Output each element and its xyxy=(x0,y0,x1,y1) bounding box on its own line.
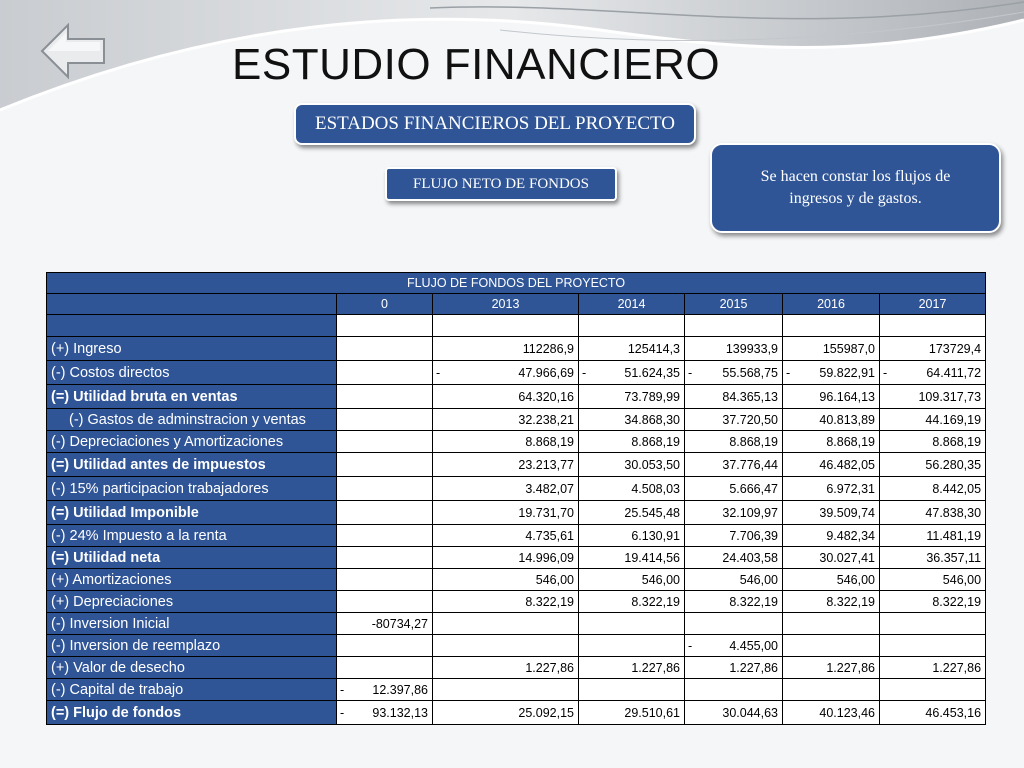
value-cell xyxy=(783,679,880,701)
value-cell xyxy=(433,431,579,453)
cell-value: 1.227,86 xyxy=(729,660,778,675)
info-note: Se hacen constar los flujos de ingresos y de gastos. xyxy=(710,143,1001,233)
value-cell xyxy=(685,591,783,613)
cell-value: 23.213,77 xyxy=(518,457,574,472)
cell-value: 30.044,63 xyxy=(722,705,778,720)
value-cell xyxy=(783,613,880,635)
cell-value: 25.545,48 xyxy=(624,505,680,520)
year-header: 2013 xyxy=(433,294,579,315)
value-cell xyxy=(685,385,783,409)
year-header: 2016 xyxy=(783,294,880,315)
value-cell xyxy=(685,547,783,569)
table-row xyxy=(47,569,986,591)
value-cell xyxy=(433,613,579,635)
value-cell xyxy=(880,591,986,613)
table-row xyxy=(47,525,986,547)
value-cell xyxy=(433,337,579,361)
value-cell xyxy=(880,477,986,501)
cell-value: 14.996,09 xyxy=(518,550,574,565)
value-cell xyxy=(880,657,986,679)
cell-value: 93.132,13 xyxy=(372,705,428,720)
value-cell xyxy=(337,501,433,525)
cell-value: 139933,9 xyxy=(725,341,778,356)
value-cell xyxy=(579,431,685,453)
cell-value: 47.838,30 xyxy=(925,505,982,520)
table-row xyxy=(47,679,986,701)
value-cell xyxy=(337,547,433,569)
back-arrow-button[interactable] xyxy=(38,22,108,80)
table-title: FLUJO DE FONDOS DEL PROYECTO xyxy=(47,273,986,294)
value-cell xyxy=(579,635,685,657)
value-cell xyxy=(433,361,579,385)
spacer-row xyxy=(47,315,986,337)
cell-value: 1.227,86 xyxy=(826,660,875,675)
row-label: (=) Flujo de fondos xyxy=(47,701,337,725)
cell-value: 546,00 xyxy=(836,572,875,587)
cash-flow-table xyxy=(46,272,986,725)
value-cell xyxy=(685,337,783,361)
value-cell xyxy=(433,657,579,679)
value-cell xyxy=(433,409,579,431)
value-cell xyxy=(433,385,579,409)
value-cell xyxy=(433,679,579,701)
value-cell xyxy=(337,679,433,701)
value-cell xyxy=(880,453,986,477)
value-cell xyxy=(685,453,783,477)
value-cell xyxy=(337,361,433,385)
value-cell xyxy=(433,547,579,569)
spacer-cell xyxy=(880,315,986,337)
value-cell xyxy=(783,385,880,409)
value-cell xyxy=(685,701,783,725)
value-cell xyxy=(783,547,880,569)
minus-sign: - xyxy=(883,365,888,380)
cell-value: 1.227,86 xyxy=(932,660,982,675)
value-cell xyxy=(579,657,685,679)
value-cell xyxy=(783,701,880,725)
minus-sign: - xyxy=(786,365,791,380)
value-cell xyxy=(433,501,579,525)
value-cell xyxy=(337,657,433,679)
cell-value: 56.280,35 xyxy=(925,457,982,472)
value-cell xyxy=(783,477,880,501)
value-cell xyxy=(685,679,783,701)
cell-value: 34.868,30 xyxy=(624,412,680,427)
value-cell xyxy=(880,635,986,657)
value-cell xyxy=(783,569,880,591)
section-badge: ESTADOS FINANCIEROS DEL PROYECTO xyxy=(294,103,696,145)
value-cell xyxy=(579,337,685,361)
value-cell xyxy=(337,337,433,361)
value-cell xyxy=(579,525,685,547)
value-cell xyxy=(880,701,986,725)
cell-value: 64.320,16 xyxy=(518,389,574,404)
year-header: 0 xyxy=(337,294,433,315)
value-cell xyxy=(433,569,579,591)
spacer-cell xyxy=(337,315,433,337)
cell-value: 44.169,19 xyxy=(925,412,982,427)
table-row xyxy=(47,409,986,431)
cell-value: 96.164,13 xyxy=(819,389,875,404)
value-cell xyxy=(783,431,880,453)
minus-sign: - xyxy=(436,365,441,380)
cell-value: 6.130,91 xyxy=(631,528,680,543)
value-cell xyxy=(433,477,579,501)
value-cell xyxy=(685,477,783,501)
minus-sign: - xyxy=(688,638,693,653)
table-row xyxy=(47,337,986,361)
cell-value: 1.227,86 xyxy=(525,660,574,675)
value-cell xyxy=(579,477,685,501)
cell-value: 546,00 xyxy=(942,572,982,587)
spacer-cell xyxy=(783,315,880,337)
value-cell xyxy=(783,409,880,431)
row-label: (-) 15% participacion trabajadores xyxy=(47,477,337,501)
value-cell xyxy=(337,409,433,431)
table-row xyxy=(47,453,986,477)
cell-value: 9.482,34 xyxy=(826,528,875,543)
value-cell xyxy=(880,385,986,409)
cell-value: 112286,9 xyxy=(522,341,574,356)
value-cell xyxy=(783,453,880,477)
cell-value: 40.813,89 xyxy=(819,412,875,427)
cell-value: 24.403,58 xyxy=(722,550,778,565)
table-row xyxy=(47,385,986,409)
cell-value: 8.322,19 xyxy=(525,594,574,609)
cell-value: 546,00 xyxy=(739,572,778,587)
minus-sign: - xyxy=(340,682,345,697)
value-cell xyxy=(433,701,579,725)
table-row xyxy=(47,591,986,613)
value-cell xyxy=(579,409,685,431)
table-row xyxy=(47,701,986,725)
value-cell xyxy=(337,453,433,477)
table-row xyxy=(47,613,986,635)
table-row xyxy=(47,501,986,525)
page-title: ESTUDIO FINANCIERO xyxy=(232,40,721,89)
spacer-cell xyxy=(47,315,337,337)
value-cell xyxy=(783,657,880,679)
table-row xyxy=(47,657,986,679)
value-cell xyxy=(783,525,880,547)
cell-value: 173729,4 xyxy=(928,341,982,356)
value-cell xyxy=(337,591,433,613)
value-cell xyxy=(880,569,986,591)
value-cell xyxy=(337,569,433,591)
value-cell xyxy=(880,431,986,453)
cell-value: 8.322,19 xyxy=(826,594,875,609)
year-header: 2014 xyxy=(579,294,685,315)
cell-value: 546,00 xyxy=(641,572,680,587)
cell-value: 8.868,19 xyxy=(932,434,982,449)
cell-value: 29.510,61 xyxy=(624,705,680,720)
value-cell xyxy=(783,635,880,657)
row-label: (-) Capital de trabajo xyxy=(47,679,337,701)
value-cell xyxy=(880,525,986,547)
value-cell xyxy=(685,361,783,385)
cell-value: 4.735,61 xyxy=(525,528,574,543)
cell-value: 37.720,50 xyxy=(722,412,778,427)
cell-value: 6.972,31 xyxy=(826,481,875,496)
value-cell xyxy=(880,361,986,385)
value-cell xyxy=(685,635,783,657)
cell-value: 30.053,50 xyxy=(624,457,680,472)
cell-value: 125414,3 xyxy=(627,341,680,356)
cell-value: 36.357,11 xyxy=(926,550,982,565)
value-cell xyxy=(579,591,685,613)
row-label: (-) Gastos de adminstracion y ventas xyxy=(47,409,337,431)
row-label: (+) Ingreso xyxy=(47,337,337,361)
value-cell xyxy=(579,613,685,635)
cell-value: 19.414,56 xyxy=(624,550,680,565)
value-cell xyxy=(783,361,880,385)
row-label: (-) Inversion de reemplazo xyxy=(47,635,337,657)
value-cell xyxy=(579,569,685,591)
row-label: (=) Utilidad antes de impuestos xyxy=(47,453,337,477)
row-label: (+) Valor de desecho xyxy=(47,657,337,679)
cell-value: 8.868,19 xyxy=(826,434,875,449)
value-cell xyxy=(880,679,986,701)
subsection-badge: FLUJO NETO DE FONDOS xyxy=(385,167,617,201)
value-cell xyxy=(685,613,783,635)
row-label: (-) Costos directos xyxy=(47,361,337,385)
cell-value: 30.027,41 xyxy=(819,550,875,565)
value-cell xyxy=(579,701,685,725)
value-cell xyxy=(579,453,685,477)
left-arrow-icon xyxy=(38,22,108,80)
cell-value: 55.568,75 xyxy=(722,365,778,380)
spacer-cell xyxy=(433,315,579,337)
cell-value: 4.508,03 xyxy=(631,481,680,496)
value-cell xyxy=(783,501,880,525)
value-cell xyxy=(880,501,986,525)
cell-value: 8.322,19 xyxy=(932,594,982,609)
value-cell xyxy=(783,337,880,361)
cell-value: 155987,0 xyxy=(822,341,875,356)
value-cell xyxy=(337,613,433,635)
header-blank-cell xyxy=(47,294,337,315)
row-label: (-) 24% Impuesto a la renta xyxy=(47,525,337,547)
cell-value: 4.455,00 xyxy=(729,638,778,653)
value-cell xyxy=(337,525,433,547)
row-label: (=) Utilidad Imponible xyxy=(47,501,337,525)
year-header: 2017 xyxy=(880,294,986,315)
cell-value: 1.227,86 xyxy=(631,660,680,675)
cell-value: 5.666,47 xyxy=(729,481,778,496)
value-cell xyxy=(433,453,579,477)
cell-value: 46.453,16 xyxy=(925,705,982,720)
value-cell xyxy=(579,385,685,409)
cell-value: 84.365,13 xyxy=(722,389,778,404)
value-cell xyxy=(337,431,433,453)
spacer-cell xyxy=(685,315,783,337)
cell-value: 64.411,72 xyxy=(926,365,982,380)
value-cell xyxy=(433,635,579,657)
cell-value: 51.624,35 xyxy=(624,365,680,380)
value-cell xyxy=(433,525,579,547)
value-cell xyxy=(685,525,783,547)
table-row xyxy=(47,635,986,657)
cell-value: 32.238,21 xyxy=(518,412,574,427)
value-cell xyxy=(337,385,433,409)
value-cell xyxy=(337,635,433,657)
cell-value: 8.868,19 xyxy=(525,434,574,449)
minus-sign: - xyxy=(340,705,345,720)
table-row xyxy=(47,477,986,501)
value-cell xyxy=(685,409,783,431)
cell-value: 19.731,70 xyxy=(518,505,574,520)
table-row xyxy=(47,361,986,385)
cell-value: 109.317,73 xyxy=(918,389,982,404)
row-label: (-) Depreciaciones y Amortizaciones xyxy=(47,431,337,453)
cell-value: 3.482,07 xyxy=(525,481,574,496)
value-cell xyxy=(337,701,433,725)
cell-value: 46.482,05 xyxy=(819,457,875,472)
value-cell xyxy=(880,547,986,569)
cell-value: 8.442,05 xyxy=(932,481,982,496)
cell-value: 37.776,44 xyxy=(722,457,778,472)
cell-value: 73.789,99 xyxy=(624,389,680,404)
cell-value: 12.397,86 xyxy=(372,682,428,697)
value-cell xyxy=(880,337,986,361)
value-cell xyxy=(579,361,685,385)
row-label: (+) Amortizaciones xyxy=(47,569,337,591)
cell-value: 546,00 xyxy=(535,572,574,587)
row-label: (-) Inversion Inicial xyxy=(47,613,337,635)
cell-value: 32.109,97 xyxy=(722,505,778,520)
cell-value: 47.966,69 xyxy=(518,365,574,380)
cell-value: 8.868,19 xyxy=(631,434,680,449)
cell-value: 59.822,91 xyxy=(819,365,875,380)
value-cell xyxy=(579,679,685,701)
cell-value: 25.092,15 xyxy=(518,705,574,720)
year-header: 2015 xyxy=(685,294,783,315)
row-label: (+) Depreciaciones xyxy=(47,591,337,613)
cell-value: -80734,27 xyxy=(371,616,428,631)
cell-value: 8.322,19 xyxy=(729,594,778,609)
value-cell xyxy=(337,477,433,501)
value-cell xyxy=(685,569,783,591)
value-cell xyxy=(685,657,783,679)
value-cell xyxy=(783,591,880,613)
row-label: (=) Utilidad bruta en ventas xyxy=(47,385,337,409)
table-row xyxy=(47,431,986,453)
cell-value: 7.706,39 xyxy=(729,528,778,543)
value-cell xyxy=(433,591,579,613)
cell-value: 39.509,74 xyxy=(819,505,875,520)
row-label: (=) Utilidad neta xyxy=(47,547,337,569)
cell-value: 8.868,19 xyxy=(729,434,778,449)
cell-value: 11.481,19 xyxy=(926,528,982,543)
table-title-row xyxy=(47,273,986,294)
minus-sign: - xyxy=(582,365,587,380)
value-cell xyxy=(880,409,986,431)
value-cell xyxy=(685,431,783,453)
value-cell xyxy=(579,501,685,525)
spacer-cell xyxy=(579,315,685,337)
cell-value: 40.123,46 xyxy=(819,705,875,720)
table-row xyxy=(47,547,986,569)
value-cell xyxy=(880,613,986,635)
cell-value: 8.322,19 xyxy=(631,594,680,609)
year-header-row xyxy=(47,294,986,315)
minus-sign: - xyxy=(688,365,693,380)
value-cell xyxy=(579,547,685,569)
value-cell xyxy=(685,501,783,525)
